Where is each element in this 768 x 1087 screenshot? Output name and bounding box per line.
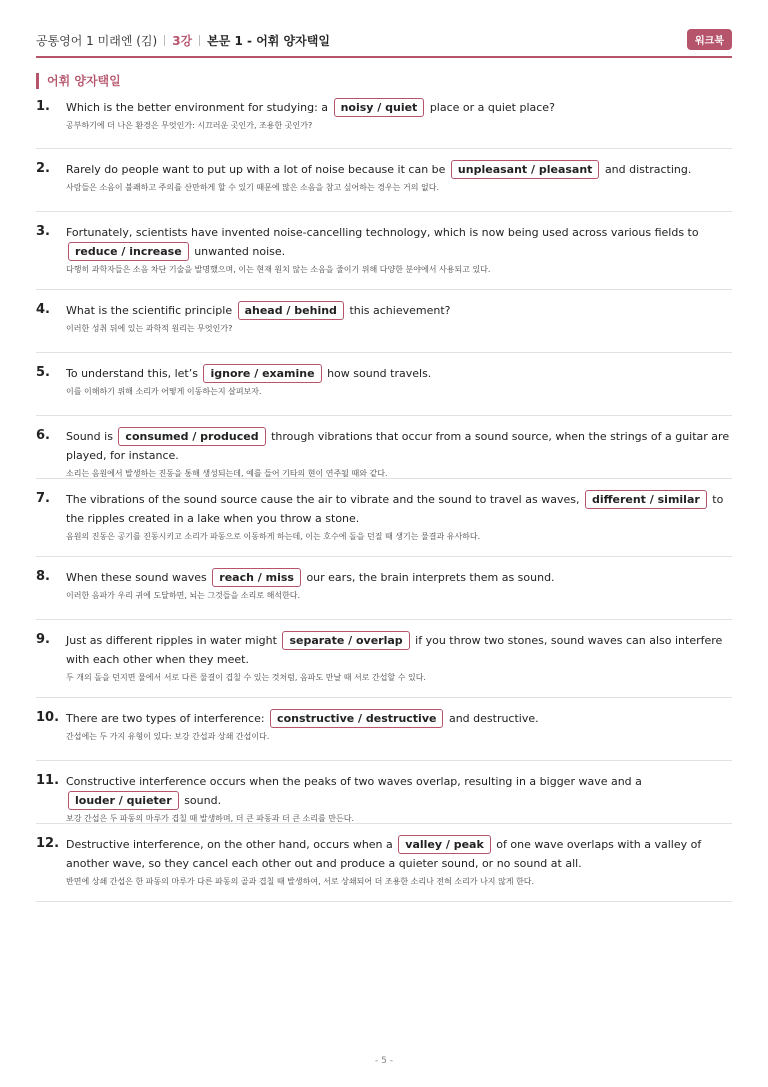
- page-number: - 5 -: [375, 1056, 393, 1066]
- question-number: 10.: [36, 710, 60, 725]
- question-sentence: [66, 490, 732, 528]
- question-number: 8.: [36, 569, 50, 584]
- question-item: [36, 698, 732, 761]
- sentence-start: Sound is: [66, 430, 113, 443]
- korean-translation: 이러한 음파가 우리 귀에 도달하면, 뇌는 그것들을 소리로 해석한다.: [66, 591, 301, 600]
- question-item: [36, 353, 732, 416]
- korean-translation: 다행히 과학자들은 소음 차단 기술을 발명했으며, 이는 현재 원치 않는 소음을 줄이기 위해 다양한 분야에서 사용되고 있다.: [66, 265, 491, 274]
- choice-box[interactable]: reduce / increase: [68, 242, 189, 261]
- sentence-end: and destructive.: [448, 712, 539, 725]
- sentence-start: Rarely do people want to put up with a lot of noise because it can be: [66, 163, 446, 176]
- question-item: [36, 761, 732, 824]
- korean-translation: 간섭에는 두 가지 유형이 있다: 보강 간섭과 상쇄 간섭이다.: [66, 732, 270, 741]
- sentence-end: if you throw two stones, sound waves can also interfere with each other when they meet.: [66, 634, 723, 666]
- question-item: [36, 479, 732, 557]
- question-number: 7.: [36, 491, 50, 506]
- choice-box[interactable]: consumed / produced: [118, 427, 265, 446]
- choice-box[interactable]: separate / overlap: [282, 631, 409, 650]
- question-item: [36, 557, 732, 620]
- sentence-start: What is the scientific principle: [66, 304, 233, 317]
- sentence-end: sound.: [184, 794, 222, 807]
- korean-translation: 공부하기에 더 나은 환경은 무엇인가: 시끄러운 곳인가, 조용한 곳인가?: [66, 121, 313, 130]
- question-sentence: [66, 631, 732, 669]
- course-name: 공통영어 1 미래엔 (김): [36, 34, 158, 48]
- choice-box[interactable]: louder / quieter: [68, 791, 179, 810]
- korean-translation: 보강 간섭은 두 파동의 마루가 겹칠 때 발생하며, 더 큰 파동과 더 큰 소리를 만든다.: [66, 814, 354, 823]
- header-divider: [199, 35, 200, 46]
- korean-translation: 이러한 성취 뒤에 있는 과학적 원리는 무엇인가?: [66, 324, 233, 333]
- korean-translation: 소리는 음원에서 발생하는 진동을 통해 생성되는데, 예를 들어 기타의 현이 연주될 때와 같다.: [66, 469, 388, 478]
- question-item: [36, 620, 732, 698]
- question-sentence: [66, 160, 732, 179]
- sentence-start: Fortunately, scientists have invented noise-cancelling technology, which is now being used across various fields to: [66, 226, 699, 239]
- question-number: 12.: [36, 836, 60, 851]
- question-number: 2.: [36, 161, 50, 176]
- question-sentence: [66, 709, 732, 728]
- lesson-label: 3강: [172, 34, 193, 48]
- question-sentence: [66, 223, 732, 261]
- section-label: 본문 1 - 어휘 양자택일: [207, 34, 330, 48]
- sentence-end: and distracting.: [604, 163, 692, 176]
- question-sentence: [66, 835, 732, 873]
- sentence-end: through vibrations that occur from a sound source, when the strings of a guitar are played, for instance.: [66, 430, 730, 462]
- choice-box[interactable]: constructive / destructive: [270, 709, 443, 728]
- choice-box[interactable]: unpleasant / pleasant: [451, 160, 600, 179]
- choice-box[interactable]: reach / miss: [212, 568, 301, 587]
- question-item: [36, 212, 732, 290]
- sentence-end: how sound travels.: [327, 367, 432, 380]
- question-number: 11.: [36, 773, 60, 788]
- header-divider: [164, 35, 165, 46]
- sentence-start: Just as different ripples in water might: [66, 634, 277, 647]
- sentence-start: Constructive interference occurs when the peaks of two waves overlap, resulting in a bigger wave and a: [66, 775, 642, 788]
- choice-box[interactable]: ahead / behind: [238, 301, 344, 320]
- sentence-start: To understand this, let’s: [66, 367, 198, 380]
- question-item: [36, 824, 732, 902]
- sentence-start: There are two types of interference:: [66, 712, 265, 725]
- sentence-end: unwanted noise.: [194, 245, 286, 258]
- question-item: [36, 95, 732, 149]
- korean-translation: 사람들은 소음이 불쾌하고 주의를 산만하게 할 수 있기 때문에 많은 소음을 참고 싶어하는 경우는 거의 없다.: [66, 183, 439, 192]
- choice-box[interactable]: ignore / examine: [203, 364, 321, 383]
- choice-box[interactable]: noisy / quiet: [334, 98, 425, 117]
- question-sentence: [66, 301, 732, 320]
- question-number: 9.: [36, 632, 50, 647]
- sentence-start: When these sound waves: [66, 571, 207, 584]
- sentence-start: Destructive interference, on the other hand, occurs when a: [66, 838, 393, 851]
- korean-translation: 이를 이해하기 위해 소리가 어떻게 이동하는지 살펴보자.: [66, 387, 262, 396]
- question-list: [36, 95, 732, 902]
- question-number: 5.: [36, 365, 50, 380]
- question-sentence: [66, 568, 732, 587]
- sentence-start: The vibrations of the sound source cause the air to vibrate and the sound to travel as waves,: [66, 493, 580, 506]
- korean-translation: 반면에 상쇄 간섭은 한 파동의 마루가 다른 파동의 골과 겹칠 때 발생하여, 서로 상쇄되어 더 조용한 소리나 전혀 소리가 나지 않게 한다.: [66, 877, 535, 886]
- question-item: [36, 290, 732, 353]
- sentence-end: this achievement?: [349, 304, 451, 317]
- sentence-end: to the ripples created in a lake when you throw a stone.: [66, 493, 724, 525]
- question-item: [36, 416, 732, 479]
- question-sentence: [66, 427, 732, 465]
- question-number: 3.: [36, 224, 50, 239]
- korean-translation: 두 개의 돌을 던지면 물에서 서로 다른 물결이 겹칠 수 있는 것처럼, 음파도 만날 때 서로 간섭할 수 있다.: [66, 673, 426, 682]
- question-number: 4.: [36, 302, 50, 317]
- question-sentence: [66, 772, 732, 810]
- question-sentence: [66, 98, 732, 117]
- question-sentence: [66, 364, 732, 383]
- sentence-start: Which is the better environment for studying: a: [66, 101, 329, 114]
- question-number: 1.: [36, 99, 50, 114]
- sentence-end: place or a quiet place?: [429, 101, 555, 114]
- choice-box[interactable]: valley / peak: [398, 835, 491, 854]
- question-number: 6.: [36, 428, 50, 443]
- question-item: [36, 149, 732, 212]
- page-header: [36, 28, 732, 58]
- korean-translation: 음원의 진동은 공기를 진동시키고 소리가 파동으로 이동하게 하는데, 이는 호수에 돌을 던질 때 생기는 물결과 유사하다.: [66, 532, 481, 541]
- section-title: 어휘 양자택일: [36, 73, 121, 89]
- sentence-end: our ears, the brain interprets them as sound.: [306, 571, 555, 584]
- header-breadcrumb: [36, 32, 330, 49]
- sentence-end: of one wave overlaps with a valley of another wave, so they cancel each other out and produce a quieter sound, or no sound at all.: [66, 838, 702, 870]
- choice-box[interactable]: different / similar: [585, 490, 707, 509]
- workbook-badge: 워크북: [687, 29, 732, 50]
